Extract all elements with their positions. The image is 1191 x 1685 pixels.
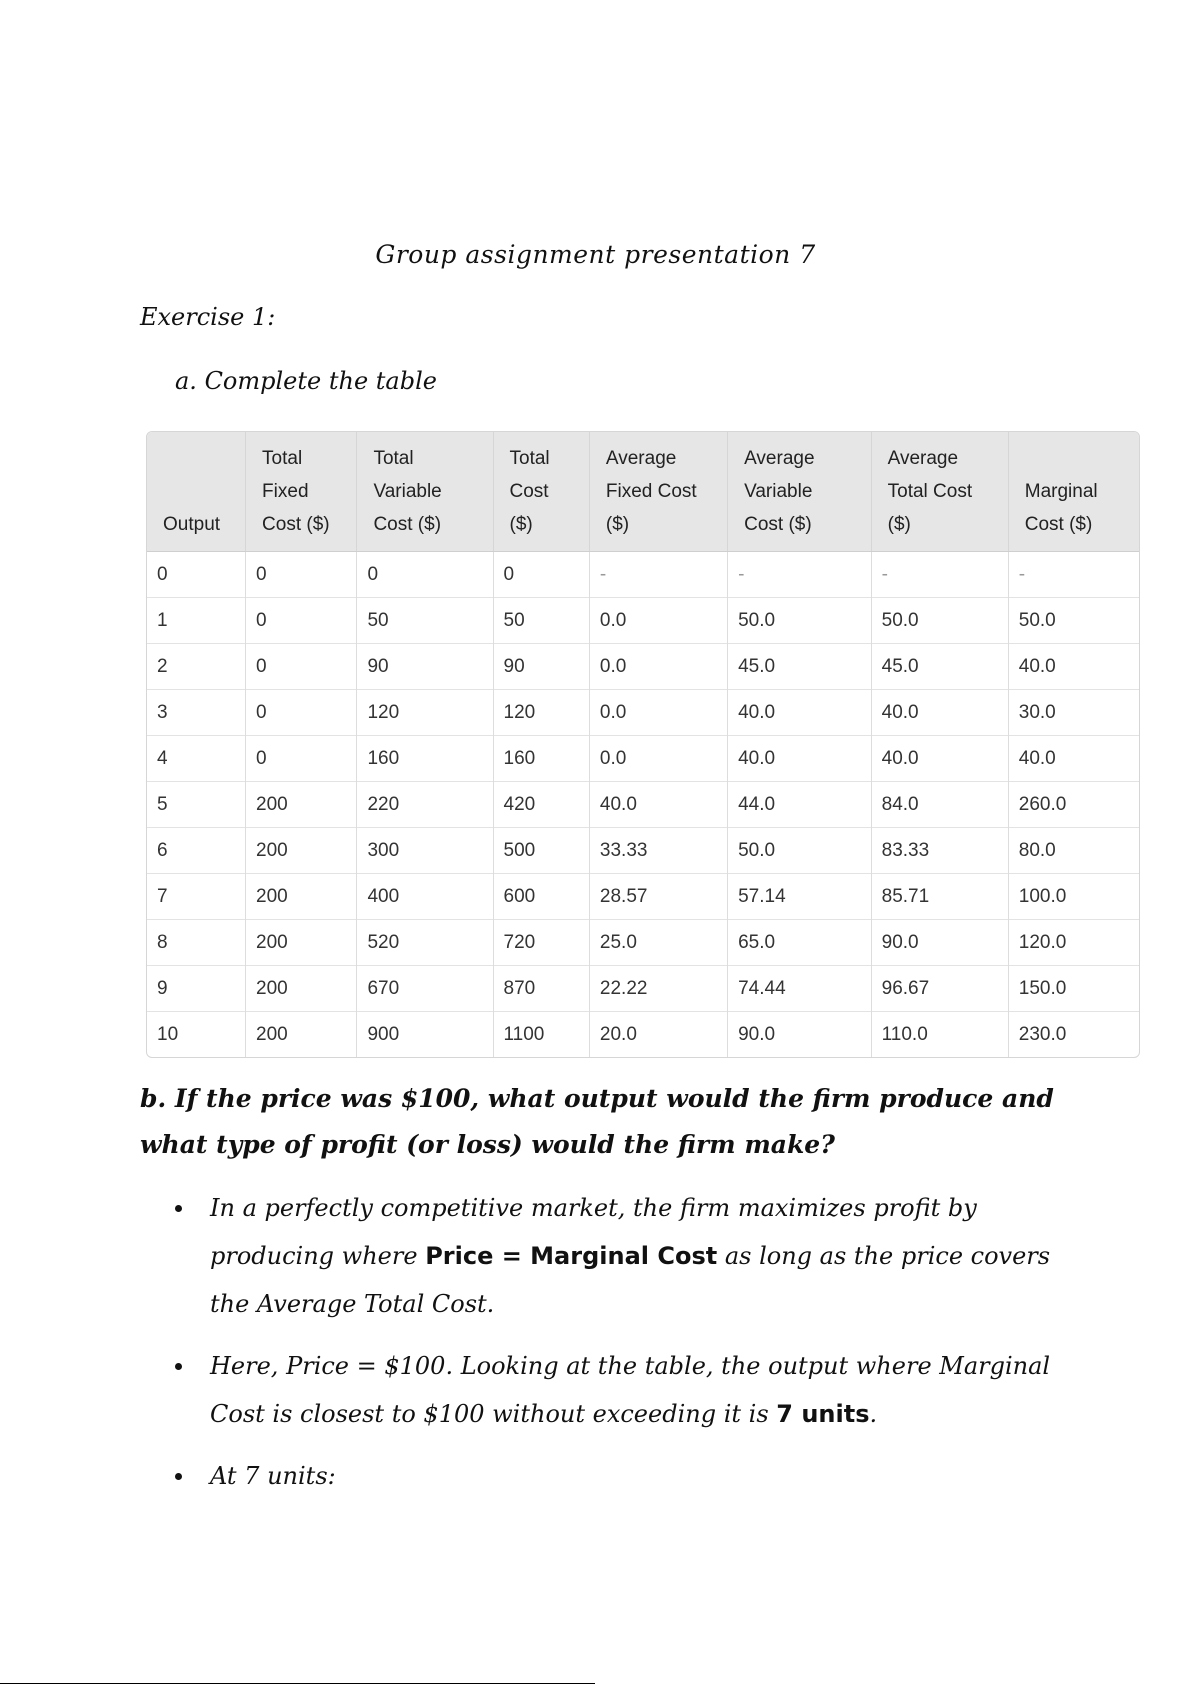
table-cell: 0.0 bbox=[589, 736, 727, 782]
table-row bbox=[147, 1012, 1139, 1058]
table-cell: 7 bbox=[147, 874, 246, 920]
table-cell: 150.0 bbox=[1008, 966, 1139, 1012]
footer-rule bbox=[0, 1683, 595, 1684]
table-cell: 45.0 bbox=[871, 644, 1008, 690]
table-cell: 0 bbox=[246, 690, 357, 736]
column-header-line: Average bbox=[887, 448, 959, 469]
table-cell: 0 bbox=[246, 644, 357, 690]
column-header-line: Total bbox=[373, 448, 414, 469]
column-header bbox=[1008, 432, 1139, 552]
table-cell: 90.0 bbox=[728, 1012, 872, 1058]
table-cell: 0 bbox=[246, 598, 357, 644]
column-header-line: Average bbox=[744, 448, 815, 469]
column-header-line: Cost bbox=[509, 481, 549, 502]
table-cell: - bbox=[1008, 552, 1139, 598]
table-cell: 40.0 bbox=[871, 690, 1008, 736]
table-row bbox=[147, 690, 1139, 736]
table-cell: 600 bbox=[493, 874, 589, 920]
table-cell: 84.0 bbox=[871, 782, 1008, 828]
column-header bbox=[728, 432, 872, 552]
answer-bullet-list bbox=[140, 1184, 1090, 1514]
table-cell: 45.0 bbox=[728, 644, 872, 690]
bullet-text: Here, Price = $100. Looking at the table, the output where Marginal Cost is closest to $100 without exceeding it is bbox=[210, 1352, 1051, 1428]
column-header-line: Variable bbox=[744, 481, 813, 502]
column-header bbox=[357, 432, 493, 552]
table-cell: 50.0 bbox=[728, 598, 872, 644]
table-cell: 160 bbox=[357, 736, 493, 782]
table-cell: 120 bbox=[493, 690, 589, 736]
table-cell: 50.0 bbox=[728, 828, 872, 874]
table-cell: - bbox=[728, 552, 872, 598]
table-cell: 30.0 bbox=[1008, 690, 1139, 736]
table-cell: 200 bbox=[246, 966, 357, 1012]
table-cell: 40.0 bbox=[871, 736, 1008, 782]
table-cell: 110.0 bbox=[871, 1012, 1008, 1058]
column-header-line: Cost ($) bbox=[1024, 514, 1093, 535]
table-cell: 33.33 bbox=[589, 828, 727, 874]
column-header-line: Total Cost bbox=[887, 481, 973, 502]
bullet-emphasis: Price = Marginal Cost bbox=[425, 1242, 718, 1270]
column-header-line: Fixed bbox=[262, 481, 309, 502]
table-cell: 74.44 bbox=[728, 966, 872, 1012]
column-header-line: Cost ($) bbox=[373, 514, 442, 535]
cost-table bbox=[146, 431, 1140, 1058]
table-cell: 44.0 bbox=[728, 782, 872, 828]
table-cell: 100.0 bbox=[1008, 874, 1139, 920]
table-cell: 230.0 bbox=[1008, 1012, 1139, 1058]
table-cell: 0.0 bbox=[589, 690, 727, 736]
table-cell: - bbox=[589, 552, 727, 598]
table-row bbox=[147, 552, 1139, 598]
bullet-dot-icon bbox=[175, 1473, 182, 1480]
column-header-line: Total bbox=[509, 448, 550, 469]
table-cell: 8 bbox=[147, 920, 246, 966]
table-cell: 50 bbox=[357, 598, 493, 644]
table-cell: 90.0 bbox=[871, 920, 1008, 966]
bullet-text: . bbox=[869, 1400, 878, 1428]
column-header-line: Output bbox=[163, 514, 221, 535]
table-cell: 90 bbox=[493, 644, 589, 690]
table-cell: 900 bbox=[357, 1012, 493, 1058]
table-cell: 420 bbox=[493, 782, 589, 828]
table-cell: 6 bbox=[147, 828, 246, 874]
column-header bbox=[246, 432, 357, 552]
table-cell: 40.0 bbox=[589, 782, 727, 828]
table-cell: 40.0 bbox=[1008, 644, 1139, 690]
column-header-line: Average bbox=[605, 448, 677, 469]
table-cell: 400 bbox=[357, 874, 493, 920]
table-cell: 80.0 bbox=[1008, 828, 1139, 874]
bullet-text: In a perfectly competitive market, the firm maximizes profit by producing where bbox=[210, 1194, 977, 1270]
table-cell: 300 bbox=[357, 828, 493, 874]
table-row bbox=[147, 828, 1139, 874]
table-cell: 870 bbox=[493, 966, 589, 1012]
bullet-dot-icon bbox=[175, 1363, 182, 1370]
table-cell: 720 bbox=[493, 920, 589, 966]
table-cell: 0 bbox=[493, 552, 589, 598]
table-cell: 200 bbox=[246, 828, 357, 874]
table-cell: 200 bbox=[246, 782, 357, 828]
table-cell: 28.57 bbox=[589, 874, 727, 920]
table-cell: 160 bbox=[493, 736, 589, 782]
table-cell: 0 bbox=[147, 552, 246, 598]
column-header bbox=[147, 432, 246, 552]
table-header-row bbox=[147, 432, 1139, 552]
table-cell: 5 bbox=[147, 782, 246, 828]
column-header-line: ($) bbox=[887, 514, 911, 535]
table-cell: 50 bbox=[493, 598, 589, 644]
column-header-line: Cost ($) bbox=[262, 514, 330, 535]
table-cell: 40.0 bbox=[1008, 736, 1139, 782]
part-a-instruction: a. Complete the table bbox=[175, 367, 437, 395]
table-cell: 0 bbox=[357, 552, 493, 598]
column-header bbox=[589, 432, 727, 552]
table-cell: 670 bbox=[357, 966, 493, 1012]
table-cell: 9 bbox=[147, 966, 246, 1012]
table-cell: 200 bbox=[246, 1012, 357, 1058]
table-cell: 0 bbox=[246, 552, 357, 598]
bullet-dot-icon bbox=[175, 1205, 182, 1212]
column-header-line: Marginal bbox=[1024, 481, 1098, 502]
table-body bbox=[147, 552, 1139, 1058]
table-cell: 25.0 bbox=[589, 920, 727, 966]
table-cell: 0.0 bbox=[589, 644, 727, 690]
table-row bbox=[147, 920, 1139, 966]
answer-bullet bbox=[140, 1342, 1090, 1438]
table-cell: 2 bbox=[147, 644, 246, 690]
table-cell: 0.0 bbox=[589, 598, 727, 644]
table-cell: 200 bbox=[246, 874, 357, 920]
table-cell: 10 bbox=[147, 1012, 246, 1058]
column-header-line: Variable bbox=[373, 481, 442, 502]
table-cell: 1100 bbox=[493, 1012, 589, 1058]
table-cell: 4 bbox=[147, 736, 246, 782]
table-cell: 50.0 bbox=[1008, 598, 1139, 644]
column-header-line: Cost ($) bbox=[744, 514, 812, 535]
exercise-label: Exercise 1: bbox=[140, 303, 276, 331]
table-cell: 40.0 bbox=[728, 690, 872, 736]
table-cell: 0 bbox=[246, 736, 357, 782]
table-cell: 40.0 bbox=[728, 736, 872, 782]
table-cell: 90 bbox=[357, 644, 493, 690]
table-cell: 1 bbox=[147, 598, 246, 644]
table-cell: 120.0 bbox=[1008, 920, 1139, 966]
table-cell: 83.33 bbox=[871, 828, 1008, 874]
column-header bbox=[493, 432, 589, 552]
table-cell: 96.67 bbox=[871, 966, 1008, 1012]
column-header-line: Total bbox=[262, 448, 303, 469]
table-cell: 520 bbox=[357, 920, 493, 966]
bullet-text: At 7 units: bbox=[210, 1462, 336, 1490]
column-header-line: Fixed Cost bbox=[605, 481, 697, 502]
table-row bbox=[147, 598, 1139, 644]
table-cell: 500 bbox=[493, 828, 589, 874]
bullet-emphasis: 7 units bbox=[776, 1400, 870, 1428]
table-cell: 22.22 bbox=[589, 966, 727, 1012]
table-row bbox=[147, 874, 1139, 920]
table-cell: - bbox=[871, 552, 1008, 598]
table-cell: 20.0 bbox=[589, 1012, 727, 1058]
table-cell: 200 bbox=[246, 920, 357, 966]
column-header-line: ($) bbox=[509, 514, 533, 535]
table-cell: 120 bbox=[357, 690, 493, 736]
table-row bbox=[147, 644, 1139, 690]
column-header bbox=[871, 432, 1008, 552]
table-cell: 65.0 bbox=[728, 920, 872, 966]
table-row bbox=[147, 782, 1139, 828]
answer-bullet bbox=[140, 1452, 1090, 1500]
answer-bullet bbox=[140, 1184, 1090, 1328]
bullet-text: as long as the price covers the Average Total Cost. bbox=[210, 1242, 1051, 1318]
table-cell: 50.0 bbox=[871, 598, 1008, 644]
table-row bbox=[147, 736, 1139, 782]
column-header-line: ($) bbox=[605, 514, 630, 535]
table-row bbox=[147, 966, 1139, 1012]
table-cell: 57.14 bbox=[728, 874, 872, 920]
table-cell: 260.0 bbox=[1008, 782, 1139, 828]
part-b-question: b. If the price was $100, what output would the firm produce and what type of profit (or loss) would the firm make? bbox=[140, 1084, 1054, 1159]
table-cell: 85.71 bbox=[871, 874, 1008, 920]
document-title: Group assignment presentation 7 bbox=[375, 240, 816, 269]
table-cell: 3 bbox=[147, 690, 246, 736]
table-cell: 220 bbox=[357, 782, 493, 828]
